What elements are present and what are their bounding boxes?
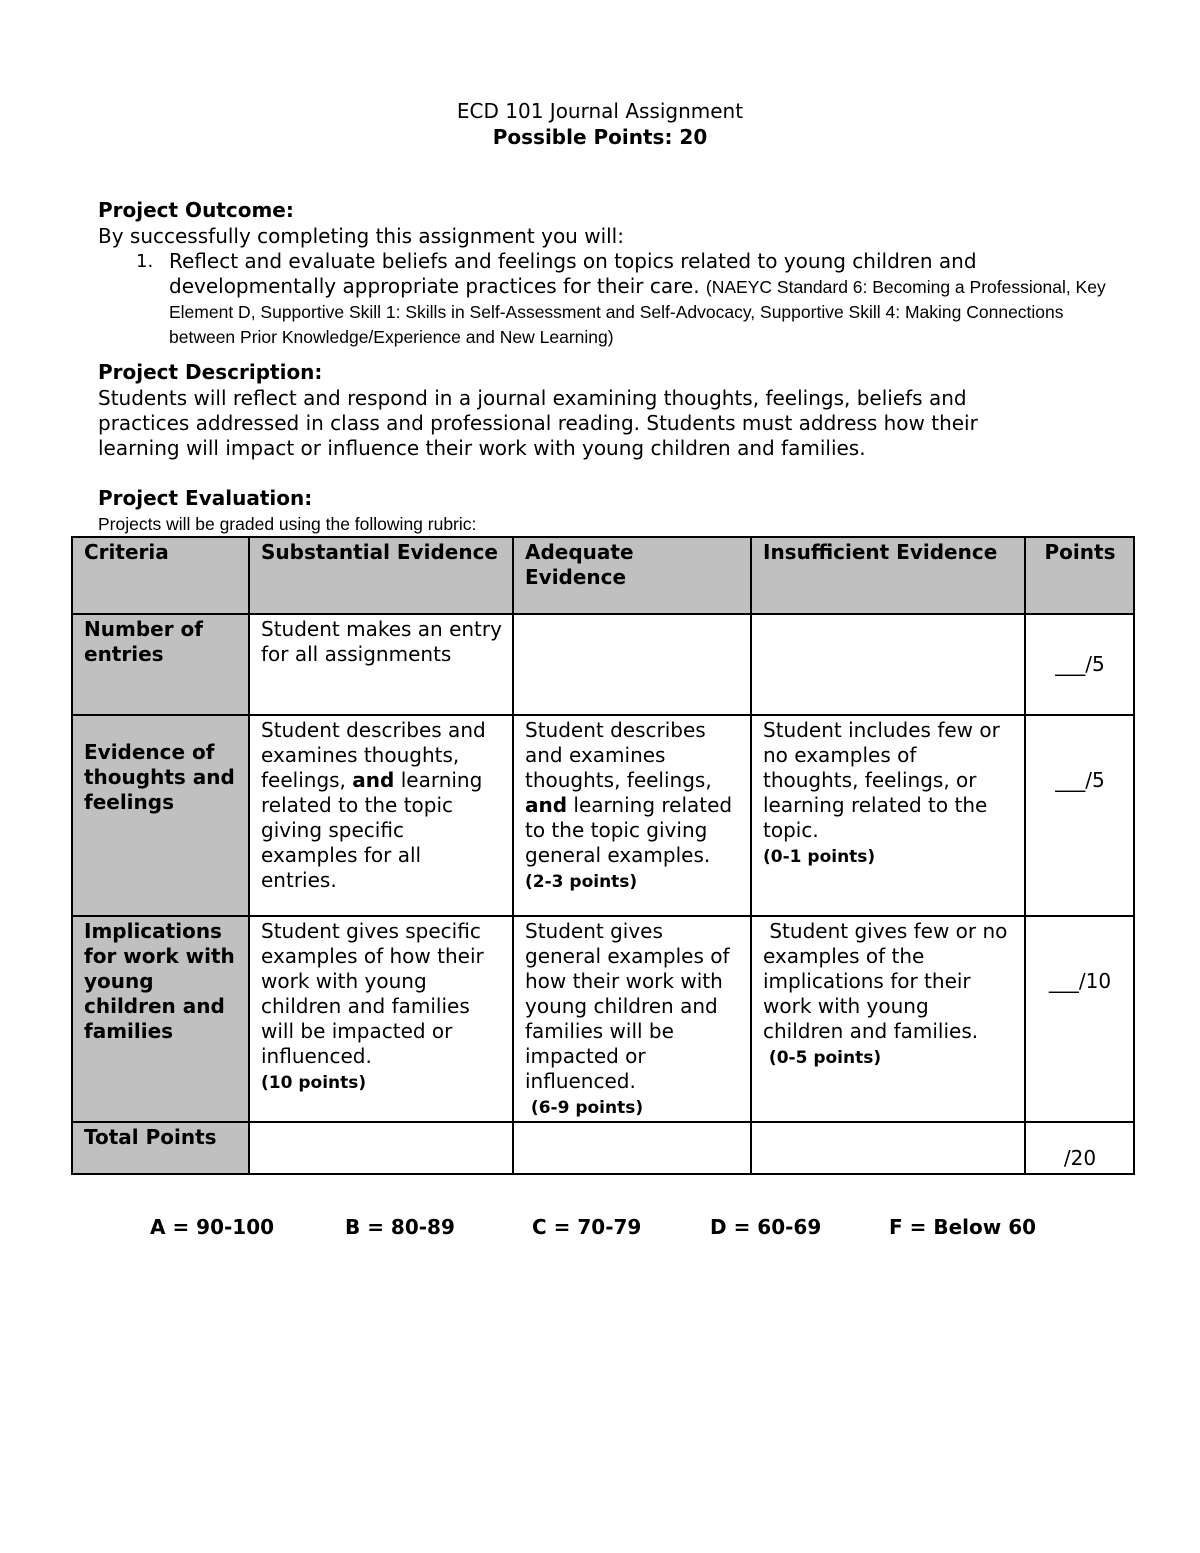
substantial-text: Student gives specific examples of how their work with young children and families will be impacted or influenced. (261, 919, 484, 1068)
list-item (169, 249, 1109, 349)
header-criteria: Criteria (72, 537, 249, 614)
score-cell: ___/10 (1025, 916, 1134, 1122)
adequate-text-bold: and (525, 793, 568, 817)
adequate-text-c: learning related to the topic giving general examples. (525, 793, 733, 867)
insufficient-cell (751, 916, 1025, 1122)
insufficient-text: Student includes few or no examples of thoughts, feelings, or learning related to the topic. (763, 718, 1000, 842)
rubric-intro: Projects will be graded using the following rubric: (98, 514, 477, 534)
outcome-heading: Project Outcome: (98, 198, 294, 222)
adequate-cell (513, 715, 751, 916)
title-block (0, 98, 1200, 150)
document-title: ECD 101 Journal Assignment (456, 99, 744, 123)
outcome-intro: By successfully completing this assignment you will: (98, 224, 624, 248)
list-number: 1. (136, 251, 154, 272)
table-total-row (72, 1122, 1134, 1174)
total-score-cell: /20 (1025, 1122, 1134, 1174)
criteria-cell: Evidence of thoughts and feelings (72, 715, 249, 916)
table-header-row (72, 537, 1134, 614)
adequate-text-a: Student describes and examines thoughts, feelings, (525, 718, 712, 792)
evaluation-heading: Project Evaluation: (98, 486, 313, 510)
naeyc-standard: (NAEYC Standard 6: Becoming a Professional, Key Element D, Supportive Skill 1: Skills in Self-Assessment and Self-Advocacy, Supportive Skill 4: Making Connections between Prior Knowledge/Experience and New Learning) (169, 277, 1106, 347)
adequate-text: Student gives general examples of how their work with young children and families will be impacted or influenced. (525, 919, 730, 1093)
insufficient-cell (751, 715, 1025, 916)
substantial-text-a: Student describes and examines thoughts, feelings, (261, 718, 486, 792)
grade-a: A = 90-100 (150, 1215, 275, 1239)
empty-cell (249, 1122, 513, 1174)
insufficient-cell (751, 614, 1025, 715)
empty-cell (751, 1122, 1025, 1174)
header-adequate: Adequate Evidence (513, 537, 751, 614)
description-text: Students will reflect and respond in a journal examining thoughts, feelings, beliefs and practices addressed in class and professional reading. Students must address how their learning will impact or influence their work with young children and families. (98, 386, 978, 460)
substantial-points: (10 points) (261, 1073, 367, 1093)
table-row (72, 715, 1134, 916)
substantial-text-bold: and (352, 768, 395, 792)
insufficient-points: (0-1 points) (763, 847, 876, 867)
adequate-cell (513, 614, 751, 715)
score-cell: ___/5 (1025, 614, 1134, 715)
table-row (72, 614, 1134, 715)
header-substantial: Substantial Evidence (249, 537, 513, 614)
adequate-points: (6-9 points) (525, 1098, 644, 1118)
score-cell: ___/5 (1025, 715, 1134, 916)
header-insufficient: Insufficient Evidence (751, 537, 1025, 614)
total-points-label: Total Points (72, 1122, 249, 1174)
insufficient-text: Student gives few or no examples of the implications for their work with young children and families. (763, 919, 1014, 1043)
empty-cell (513, 1122, 751, 1174)
possible-points: Possible Points: 20 (492, 125, 708, 149)
table-row (72, 916, 1134, 1122)
rubric-table (71, 536, 1135, 1175)
grade-c: C = 70-79 (532, 1215, 642, 1239)
criteria-cell: Implications for work with young children and families (72, 916, 249, 1122)
substantial-cell (249, 715, 513, 916)
substantial-cell: Student makes an entry for all assignments (249, 614, 513, 715)
substantial-cell (249, 916, 513, 1122)
description-heading: Project Description: (98, 360, 323, 384)
substantial-text-c: learning related to the topic giving specific examples for all entries. (261, 768, 483, 892)
grade-d: D = 60-69 (710, 1215, 822, 1239)
header-points: Points (1025, 537, 1134, 614)
grade-b: B = 80-89 (345, 1215, 455, 1239)
insufficient-points: (0-5 points) (763, 1048, 882, 1068)
criteria-cell: Number of entries (72, 614, 249, 715)
grade-f: F = Below 60 (889, 1215, 1037, 1239)
adequate-points: (2-3 points) (525, 872, 638, 892)
adequate-cell (513, 916, 751, 1122)
outcome-item-text: Reflect and evaluate beliefs and feelings on topics related to young children and developmentally appropriate practices for their care. (169, 249, 977, 298)
